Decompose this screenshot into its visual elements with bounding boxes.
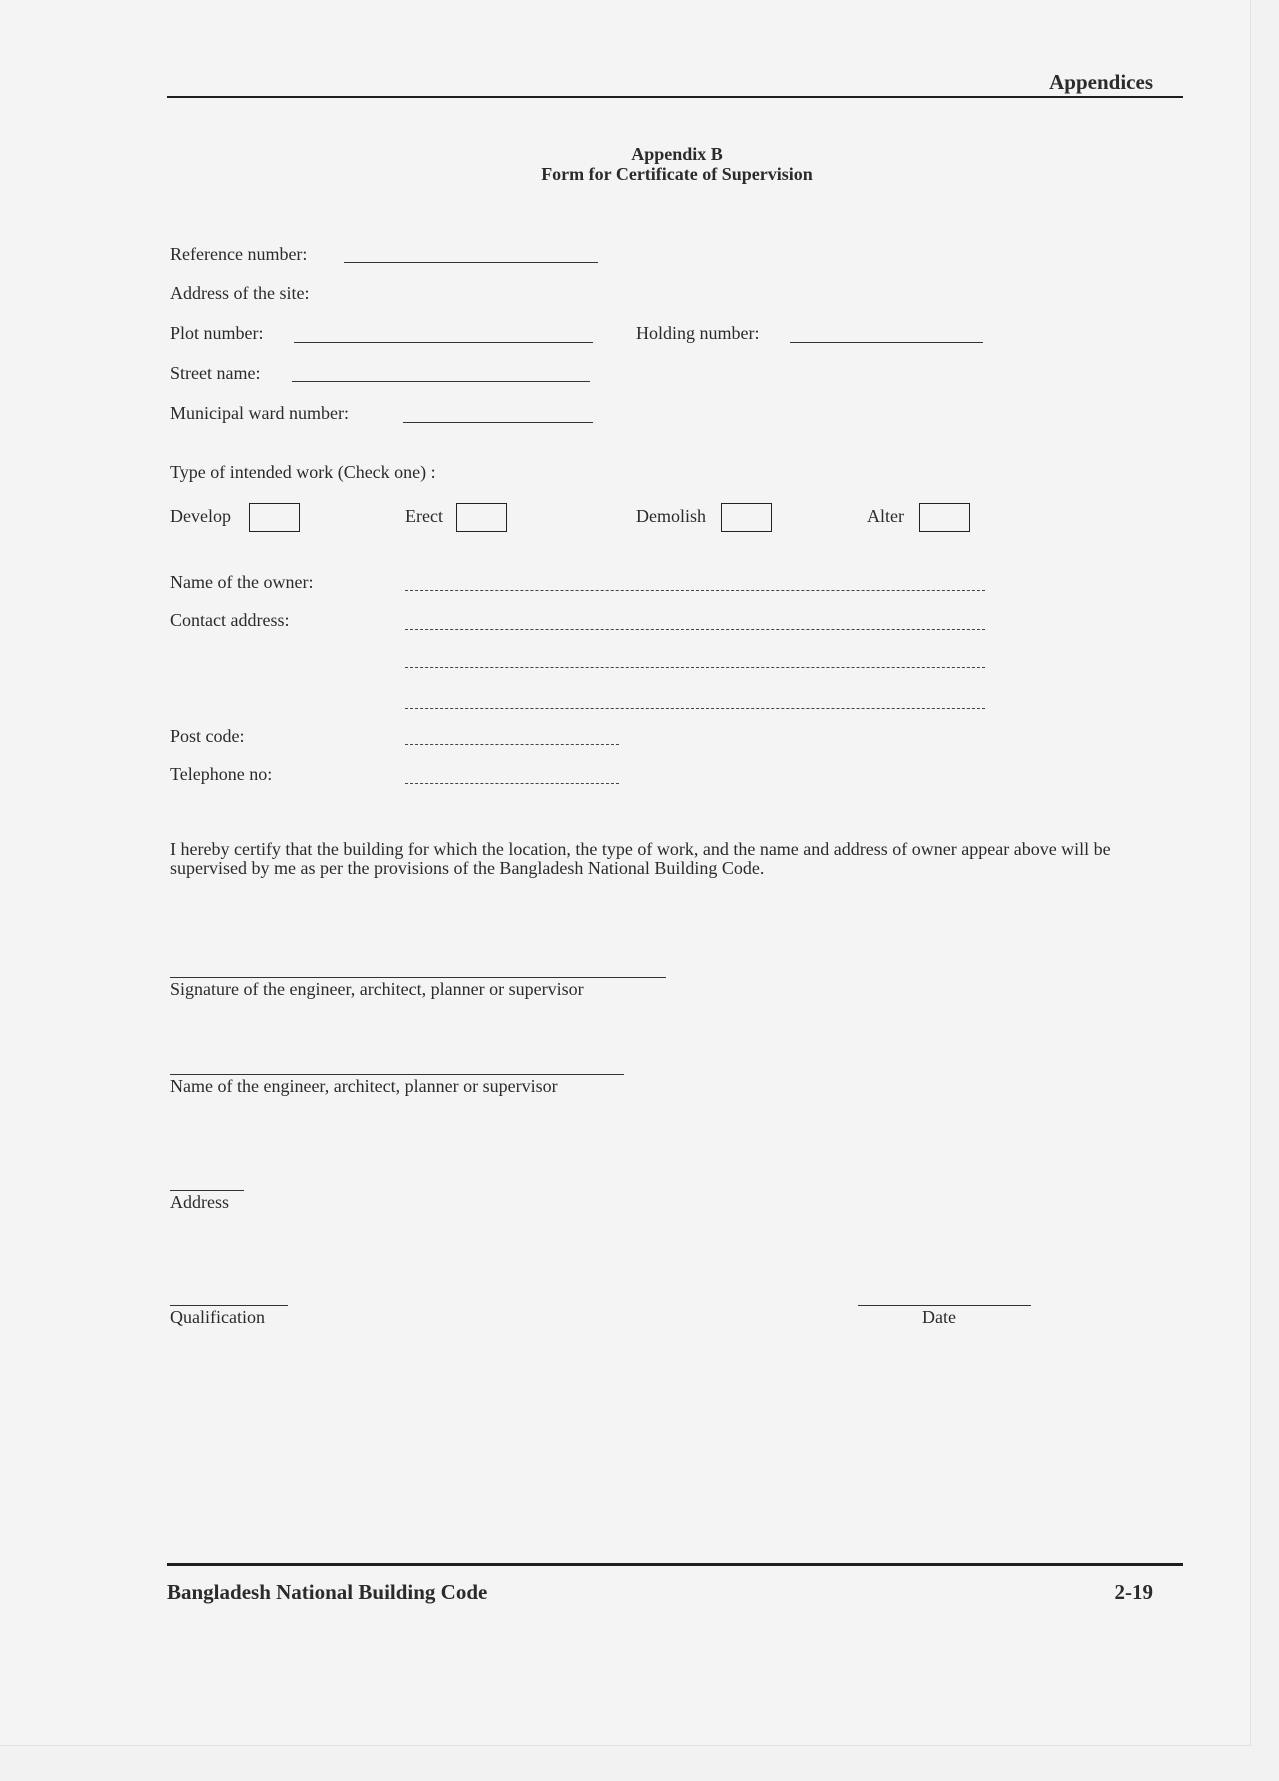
owner-name-field[interactable]: [405, 590, 985, 591]
street-name-field[interactable]: [292, 381, 590, 382]
holding-number-label: Holding number:: [636, 323, 760, 343]
contact-address-line-1[interactable]: [405, 629, 985, 630]
date-field[interactable]: [858, 1305, 1031, 1306]
plot-number-field[interactable]: [294, 342, 593, 343]
footer-rule: [167, 1563, 1183, 1566]
header-rule: [167, 96, 1183, 98]
municipal-ward-label: Municipal ward number:: [170, 403, 349, 423]
signature-field[interactable]: [170, 977, 666, 978]
appendix-title: Appendix B: [631, 144, 723, 164]
telephone-field[interactable]: [405, 783, 619, 784]
certification-statement: I hereby certify that the building for which the location, the type of work, and the name and address of owner appear above will be supervised by me as per the provisions of the Bangladesh National Building Code.: [170, 839, 1111, 878]
contact-address-line-2[interactable]: [405, 667, 985, 668]
municipal-ward-field[interactable]: [403, 422, 593, 423]
develop-checkbox[interactable]: [249, 503, 300, 532]
reference-number-field[interactable]: [344, 262, 598, 263]
qualification-field[interactable]: [170, 1305, 288, 1306]
option-develop-label: Develop: [170, 506, 231, 526]
reference-number-label: Reference number:: [170, 244, 308, 264]
post-code-field[interactable]: [405, 744, 619, 745]
signature-label: Signature of the engineer, architect, planner or supervisor: [170, 979, 584, 999]
form-title: Form for Certificate of Supervision: [541, 164, 813, 184]
address-label: Address: [170, 1192, 229, 1212]
site-address-label: Address of the site:: [170, 283, 310, 303]
erect-checkbox[interactable]: [456, 503, 507, 532]
running-header: Appendices: [1049, 70, 1153, 94]
address-field[interactable]: [170, 1190, 244, 1191]
owner-name-label: Name of the owner:: [170, 572, 314, 592]
plot-number-label: Plot number:: [170, 323, 264, 343]
engineer-name-field[interactable]: [170, 1074, 624, 1075]
work-type-prompt: Type of intended work (Check one) :: [170, 462, 436, 482]
contact-address-line-3[interactable]: [405, 708, 985, 709]
contact-address-label: Contact address:: [170, 610, 290, 630]
qualification-label: Qualification: [170, 1307, 265, 1327]
demolish-checkbox[interactable]: [721, 503, 772, 532]
alter-checkbox[interactable]: [919, 503, 970, 532]
option-erect-label: Erect: [405, 506, 443, 526]
street-name-label: Street name:: [170, 363, 261, 383]
option-alter-label: Alter: [867, 506, 904, 526]
option-demolish-label: Demolish: [636, 506, 706, 526]
date-label: Date: [922, 1307, 956, 1327]
page-number: 2-19: [1114, 1580, 1153, 1604]
footer-title: Bangladesh National Building Code: [167, 1580, 488, 1604]
telephone-label: Telephone no:: [170, 764, 273, 784]
holding-number-field[interactable]: [790, 342, 983, 343]
engineer-name-label: Name of the engineer, architect, planner or supervisor: [170, 1076, 558, 1096]
post-code-label: Post code:: [170, 726, 245, 746]
